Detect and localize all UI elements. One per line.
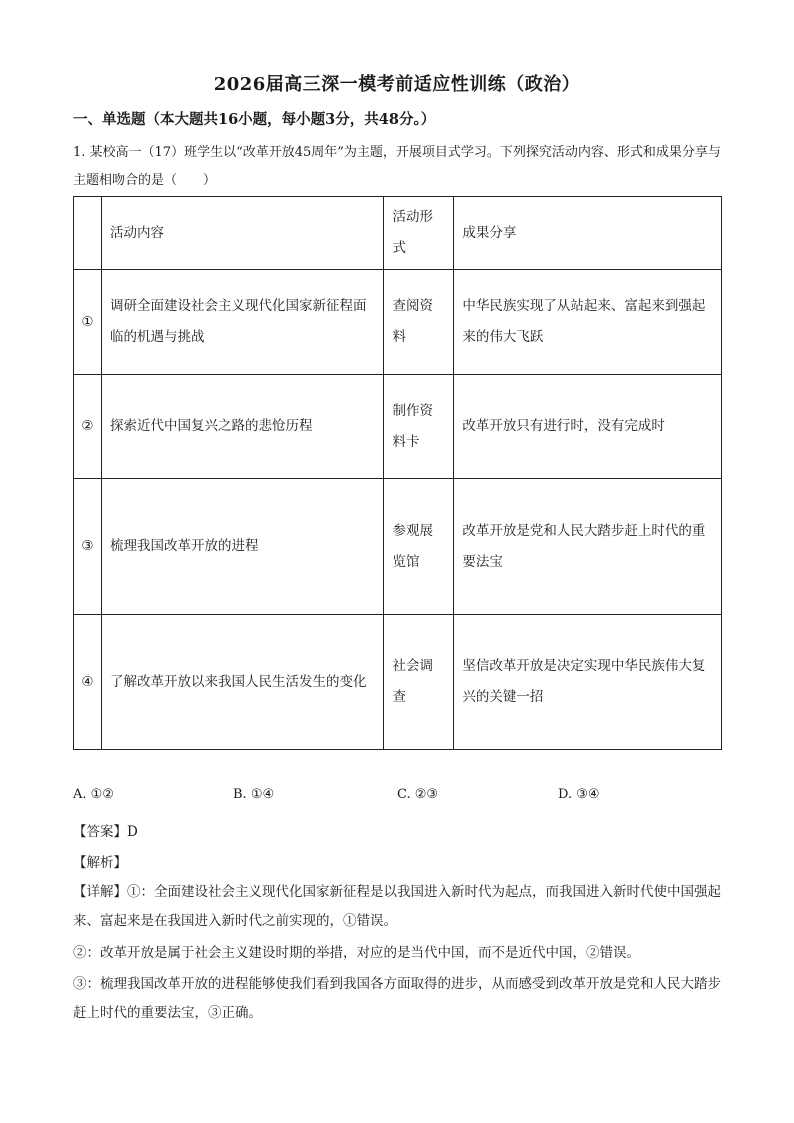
section-heading: 一、单选题（本大题共16小题，每小题3分，共48分。） xyxy=(73,111,436,128)
activity-form: 制作资料卡 xyxy=(384,375,454,479)
table-row xyxy=(74,375,722,479)
row-number: ④ xyxy=(74,615,102,750)
activity-content: 探索近代中国复兴之路的悲怆历程 xyxy=(101,375,384,479)
result-share: 中华民族实现了从站起来、富起来到强起来的伟大飞跃 xyxy=(454,270,722,375)
table-header-cell: 成果分享 xyxy=(454,197,722,270)
table-row xyxy=(74,479,722,615)
table-header-row xyxy=(74,197,722,270)
row-number: ② xyxy=(74,375,102,479)
activity-content: 梳理我国改革开放的进程 xyxy=(101,479,384,615)
option-b: B. ①④ xyxy=(233,787,275,802)
option-a: A. ①② xyxy=(73,787,114,802)
answer-options xyxy=(73,787,723,809)
result-share: 改革开放只有进行时，没有完成时 xyxy=(454,375,722,479)
table-row xyxy=(74,615,722,750)
detail-paragraph: ③：梳理我国改革开放的进程能够使我们看到我国各方面取得的进步，从而感受到改革开放是党和人民大踏步赶上时代的重要法宝，③正确。 xyxy=(73,976,721,1021)
result-share: 改革开放是党和人民大踏步赶上时代的重要法宝 xyxy=(454,479,722,615)
table-header-cell xyxy=(74,197,102,270)
table-header-cell: 活动内容 xyxy=(101,197,384,270)
analysis-label: 【解析】 xyxy=(73,855,127,871)
answer-value: D xyxy=(127,824,138,840)
detail-paragraph: ②：改革开放是属于社会主义建设时期的举措，对应的是当代中国，而不是近代中国，②错误。 xyxy=(73,945,640,961)
activity-content: 了解改革开放以来我国人民生活发生的变化 xyxy=(101,615,384,750)
row-number: ③ xyxy=(74,479,102,615)
activity-form: 参观展览馆 xyxy=(384,479,454,615)
question-text: 1. 某校高一（17）班学生以“改革开放45周年”为主题，开展项目式学习。下列探究活动内容、形式和成果分享与主题相吻合的是（ ） xyxy=(73,145,721,188)
answer-line xyxy=(73,820,138,840)
option-d: D. ③④ xyxy=(558,787,600,802)
table-header-cell: 活动形式 xyxy=(384,197,454,270)
row-number: ① xyxy=(74,270,102,375)
answer-label: 【答案】 xyxy=(73,824,127,840)
activity-content: 调研全面建设社会主义现代化国家新征程面临的机遇与挑战 xyxy=(101,270,384,375)
activity-form: 社会调查 xyxy=(384,615,454,750)
detail-paragraph: 【详解】①：全面建设社会主义现代化国家新征程是以我国进入新时代为起点，而我国进入新时代使中国强起来、富起来是在我国进入新时代之前实现的，①错误。 xyxy=(73,884,721,929)
page-title: 2026届高三深一模考前适应性训练（政治） xyxy=(213,74,581,95)
table-row xyxy=(74,270,722,375)
activity-form: 查阅资料 xyxy=(384,270,454,375)
result-share: 坚信改革开放是决定实现中华民族伟大复兴的关键一招 xyxy=(454,615,722,750)
option-c: C. ②③ xyxy=(397,787,439,802)
activity-table xyxy=(73,196,722,750)
